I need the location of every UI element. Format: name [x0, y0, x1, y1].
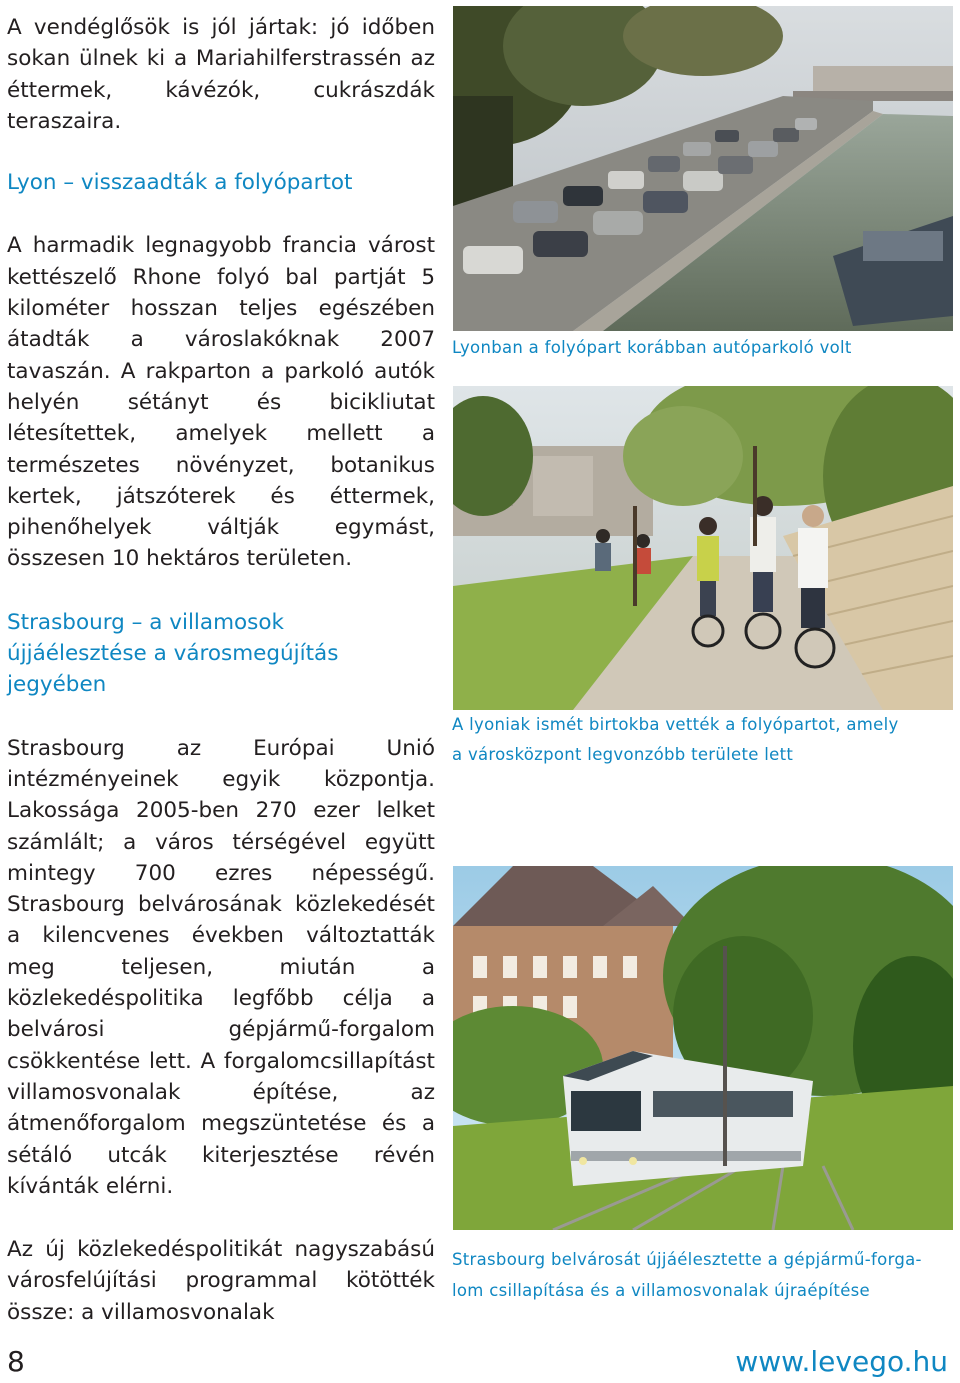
- left-column: [7, 12, 435, 1328]
- caption-photo-2-line-2: a városközpont legvonzóbb területe lett: [452, 745, 794, 764]
- caption-photo-1: Lyonban a folyópart korábban autóparkoló volt: [452, 338, 852, 357]
- page-number: 8: [7, 1345, 25, 1378]
- intro-paragraph: A vendéglősök is jól jártak: jó időben sokan ülnek ki a Mariahilferstrassén az éttermek, kávézók, cukrászdák teraszaira.: [7, 15, 435, 134]
- photo-strasbourg-tram: [453, 866, 953, 1230]
- final-paragraph: Az új közlekedéspolitikát nagyszabású városfelújítási programmal kötötték össze: a villamosvonalak: [7, 1237, 435, 1325]
- photo-lyon-parking: [453, 6, 953, 331]
- lyon-heading: Lyon – visszaadták a folyópartot: [7, 170, 353, 196]
- photo-lyon-cyclists: [453, 386, 953, 710]
- caption-photo-3-line-1: Strasbourg belvárosát újjáélesztette a gépjármű-forga-: [452, 1250, 922, 1269]
- caption-photo-2-line-1: A lyoniak ismét birtokba vették a folyópartot, amely: [452, 715, 899, 734]
- website-link[interactable]: www.levego.hu: [735, 1345, 948, 1378]
- lyon-paragraph: A harmadik legnagyobb francia várost kettészelő Rhone folyó bal partját 5 kilométer hosszan teljes egészében átadták a városlakóknak 2007 tavaszán. A rakparton a parkoló autók helyén sétányt és bicikliutat létesítettek, amelyek mellett a természetes növényzet, botanikus kertek, játszóterek és éttermek, pihenőhelyek váltják egymást, összesen 10 hektáros területen.: [7, 233, 435, 572]
- strasbourg-paragraph: Strasbourg az Európai Unió intézményeinek egyik központja. Lakossága 2005-ben 270 ezer lelket számlált; a város térségével együtt mintegy 700 ezres népességű. Strasbourg belvárosának közlekedését a kilencvenes években változtatták meg teljesen, miután a közlekedéspolitika legfőbb célja a belvárosi gépjármű-forgalom csökkentése lett. A forgalomcsillapítást villamosvonalak építése, az átmenőforgalom megszüntetése és a sétáló utcák kiterjesztése révén kívánták elérni.: [7, 735, 435, 1199]
- caption-photo-3-line-2: lom csillapítása és a villamosvonalak újraépítése: [452, 1281, 870, 1300]
- strasbourg-heading: Strasbourg – a villamosok újjáélesztése a városmegújítás jegyében: [7, 609, 339, 698]
